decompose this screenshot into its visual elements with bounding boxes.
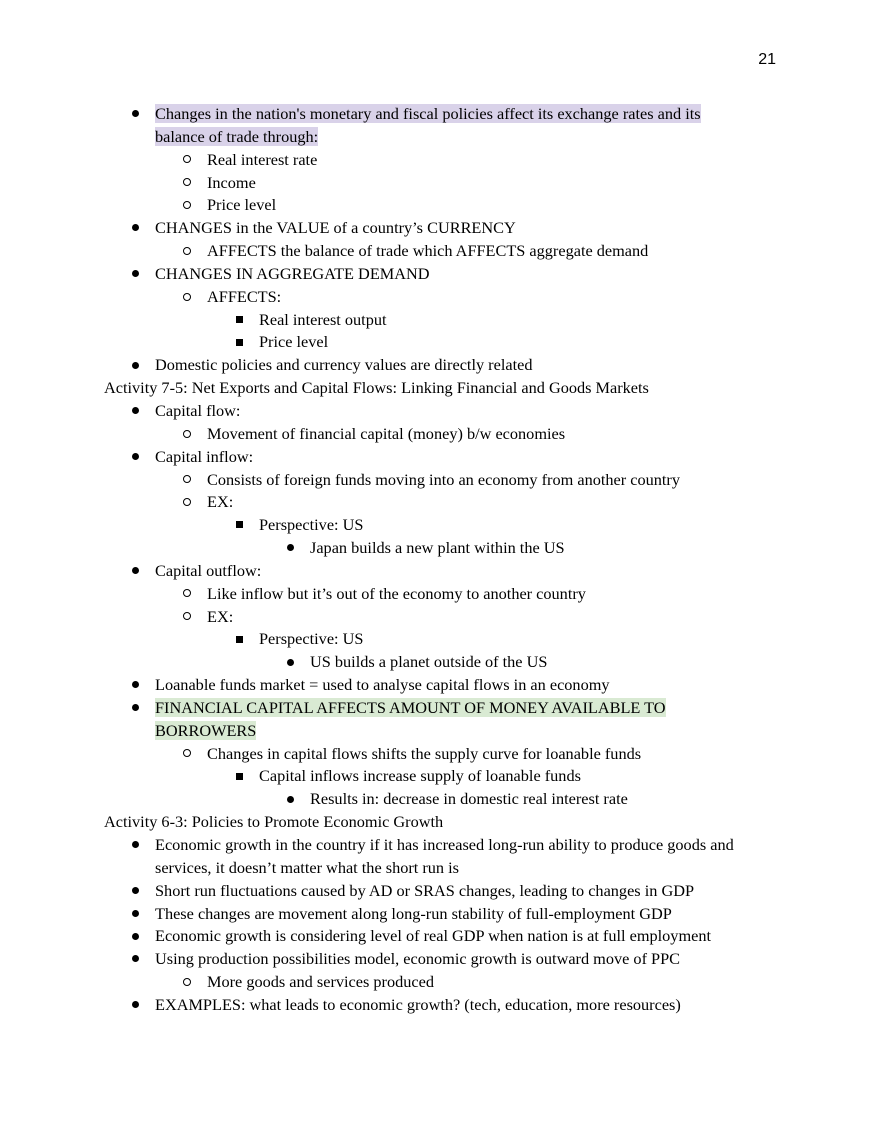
highlighted-text: BORROWERS xyxy=(155,720,257,740)
list-item-text: Like inflow but it’s out of the economy to another country xyxy=(207,583,586,603)
disc-bullet-icon xyxy=(128,834,142,857)
list-item xyxy=(104,743,784,766)
list-item-text: CHANGES IN AGGREGATE DEMAND xyxy=(155,263,430,283)
list-item xyxy=(104,925,784,948)
circle-bullet-icon xyxy=(180,423,194,446)
list-item-continuation xyxy=(104,126,784,149)
list-item-text: Capital flow: xyxy=(155,400,241,420)
list-item-text: Capital outflow: xyxy=(155,560,262,580)
list-item xyxy=(104,765,784,788)
list-item-text: EX: xyxy=(207,492,234,512)
circle-bullet-icon xyxy=(180,743,194,766)
section-heading: Activity 7-5: Net Exports and Capital Flows: Linking Financial and Goods Markets xyxy=(104,378,649,398)
list-item-continuation xyxy=(104,720,784,743)
disc-bullet-icon xyxy=(128,697,142,720)
list-item-text: US builds a planet outside of the US xyxy=(310,652,548,672)
list-item xyxy=(104,628,784,651)
list-item xyxy=(104,423,784,446)
list-item xyxy=(104,491,784,514)
disc-bullet-icon xyxy=(128,400,142,423)
list-item-text: Real interest rate xyxy=(207,149,318,169)
list-item-continuation xyxy=(104,857,784,880)
list-item-text: AFFECTS: xyxy=(207,286,282,306)
document-body xyxy=(104,103,784,1017)
circle-bullet-icon xyxy=(180,469,194,492)
circle-bullet-icon xyxy=(180,194,194,217)
list-item xyxy=(104,834,784,857)
list-item xyxy=(104,606,784,629)
disc-bullet-icon xyxy=(128,925,142,948)
list-item xyxy=(104,194,784,217)
list-item xyxy=(104,674,784,697)
highlighted-text: FINANCIAL CAPITAL AFFECTS AMOUNT OF MONEY AVAILABLE TO xyxy=(155,697,666,717)
list-item xyxy=(104,354,784,377)
list-item-text: Short run fluctuations caused by AD or SRAS changes, leading to changes in GDP xyxy=(155,880,695,900)
square-bullet-icon xyxy=(232,628,246,651)
list-item-text: Using production possibilities model, economic growth is outward move of PPC xyxy=(155,949,681,969)
list-item-text: Domestic policies and currency values are directly related xyxy=(155,355,533,375)
list-item xyxy=(104,651,784,674)
list-item xyxy=(104,469,784,492)
list-item xyxy=(104,697,784,720)
square-bullet-icon xyxy=(232,309,246,332)
disc-bullet-icon xyxy=(128,446,142,469)
list-item-text: EX: xyxy=(207,606,234,626)
list-item xyxy=(104,240,784,263)
square-bullet-icon xyxy=(232,765,246,788)
list-item-text: AFFECTS the balance of trade which AFFECTS aggregate demand xyxy=(207,241,649,261)
disc-bullet-icon xyxy=(283,651,297,674)
list-item-text: Economic growth is considering level of real GDP when nation is at full employment xyxy=(155,926,712,946)
list-item-text: Results in: decrease in domestic real interest rate xyxy=(310,789,628,809)
list-item-text: Capital inflows increase supply of loanable funds xyxy=(259,766,581,786)
list-item xyxy=(104,583,784,606)
list-item-text: Economic growth in the country if it has increased long-run ability to produce goods and xyxy=(155,835,734,854)
disc-bullet-icon xyxy=(128,674,142,697)
list-item-text: Income xyxy=(207,172,256,192)
list-item-text: Capital inflow: xyxy=(155,446,254,466)
list-item-text: Real interest output xyxy=(259,309,387,329)
disc-bullet-icon xyxy=(128,354,142,377)
page-number: 21 xyxy=(758,51,776,68)
list-item xyxy=(104,263,784,286)
list-item xyxy=(104,446,784,469)
disc-bullet-icon xyxy=(128,948,142,971)
circle-bullet-icon xyxy=(180,606,194,629)
list-item-text: CHANGES in the VALUE of a country’s CURRENCY xyxy=(155,218,516,238)
list-item xyxy=(104,400,784,423)
list-item-text: Price level xyxy=(207,195,277,215)
list-item-text: Consists of foreign funds moving into an economy from another country xyxy=(207,469,680,489)
list-item xyxy=(104,948,784,971)
circle-bullet-icon xyxy=(180,971,194,994)
list-item xyxy=(104,537,784,560)
highlighted-text: balance of trade through: xyxy=(155,126,319,146)
square-bullet-icon xyxy=(232,514,246,537)
circle-bullet-icon xyxy=(180,583,194,606)
list-item xyxy=(104,103,784,126)
disc-bullet-icon xyxy=(128,903,142,926)
list-item-text: These changes are movement along long-run stability of full-employment GDP xyxy=(155,903,672,923)
list-item xyxy=(104,788,784,811)
square-bullet-icon xyxy=(232,331,246,354)
list-item xyxy=(104,971,784,994)
disc-bullet-icon xyxy=(128,217,142,240)
disc-bullet-icon xyxy=(283,788,297,811)
list-item-text: services, it doesn’t matter what the short run is xyxy=(155,857,460,877)
list-item xyxy=(104,286,784,309)
disc-bullet-icon xyxy=(128,263,142,286)
list-item-text: Loanable funds market = used to analyse capital flows in an economy xyxy=(155,675,610,695)
circle-bullet-icon xyxy=(180,491,194,514)
list-item-text: Changes in capital flows shifts the supply curve for loanable funds xyxy=(207,743,642,763)
list-item-text: More goods and services produced xyxy=(207,972,434,992)
disc-bullet-icon xyxy=(128,880,142,903)
list-item xyxy=(104,217,784,240)
circle-bullet-icon xyxy=(180,240,194,263)
highlighted-text: Changes in the nation's monetary and fiscal policies affect its exchange rates and its xyxy=(155,104,701,123)
list-item-text: Perspective: US xyxy=(259,515,364,535)
list-item-text: Perspective: US xyxy=(259,629,364,649)
list-item xyxy=(104,172,784,195)
list-item xyxy=(104,309,784,332)
list-item xyxy=(104,331,784,354)
list-item-text: Movement of financial capital (money) b/w economies xyxy=(207,423,566,443)
disc-bullet-icon xyxy=(128,103,142,126)
circle-bullet-icon xyxy=(180,149,194,172)
disc-bullet-icon xyxy=(128,994,142,1017)
list-item xyxy=(104,880,784,903)
circle-bullet-icon xyxy=(180,172,194,195)
list-item xyxy=(104,560,784,583)
list-item-text: EXAMPLES: what leads to economic growth? (tech, education, more resources) xyxy=(155,994,681,1014)
disc-bullet-icon xyxy=(128,560,142,583)
list-item xyxy=(104,514,784,537)
disc-bullet-icon xyxy=(283,537,297,560)
list-item xyxy=(104,994,784,1017)
circle-bullet-icon xyxy=(180,286,194,309)
list-item xyxy=(104,903,784,926)
list-item-text: Japan builds a new plant within the US xyxy=(310,538,565,558)
list-item xyxy=(104,149,784,172)
section-heading: Activity 6-3: Policies to Promote Economic Growth xyxy=(104,812,444,832)
list-item-text: Price level xyxy=(259,332,329,352)
